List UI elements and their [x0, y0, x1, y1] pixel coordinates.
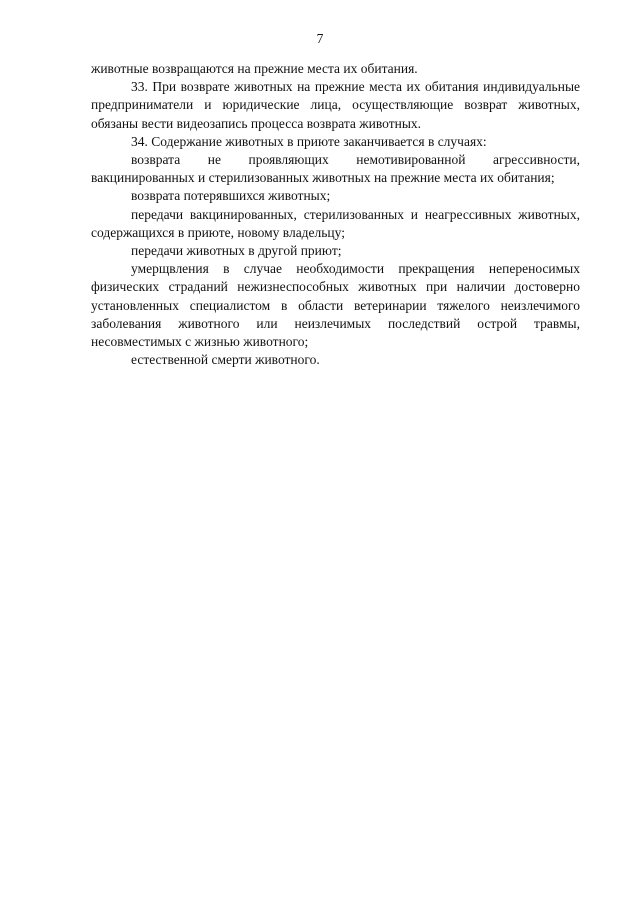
- paragraph-clause-33: 33. При возврате животных на прежние места их обитания индивидуальные предприниматели и юридические лица, осуществляющие возврат животных, обязаны вести видеозапись процесса возврата животных.: [91, 79, 580, 131]
- list-item-new-owner: передачи вакцинированных, стерилизованных и неагрессивных животных, содержащихся в приюте, новому владельцу;: [91, 206, 580, 240]
- list-item-other-shelter: передачи животных в другой приют;: [131, 243, 342, 259]
- list-item-natural-death: естественной смерти животного.: [131, 352, 320, 368]
- paragraph-clause-34: 34. Содержание животных в приюте заканчивается в случаях:: [131, 133, 487, 149]
- list-item-return-to-habitat: возврата не проявляющих немотивированной агрессивности, вакцинированных и стерилизованных животных на прежние места их обитания;: [91, 152, 580, 186]
- list-item-lost-animals: возврата потерявшихся животных;: [131, 188, 331, 204]
- document-body: [91, 60, 580, 369]
- page-number: 7: [316, 31, 324, 46]
- paragraph-continuation: животные возвращаются на прежние места их обитания.: [91, 61, 418, 76]
- list-item-euthanasia: умерщвления в случае необходимости прекращения непереносимых физических страданий нежизнеспособных животных при наличии достоверно установленных специалистом в области ветеринарии тяжелого неизлечимого заболевания животного или неизлечимых последствий острой травмы, несовместимых с жизнью животного;: [91, 261, 580, 350]
